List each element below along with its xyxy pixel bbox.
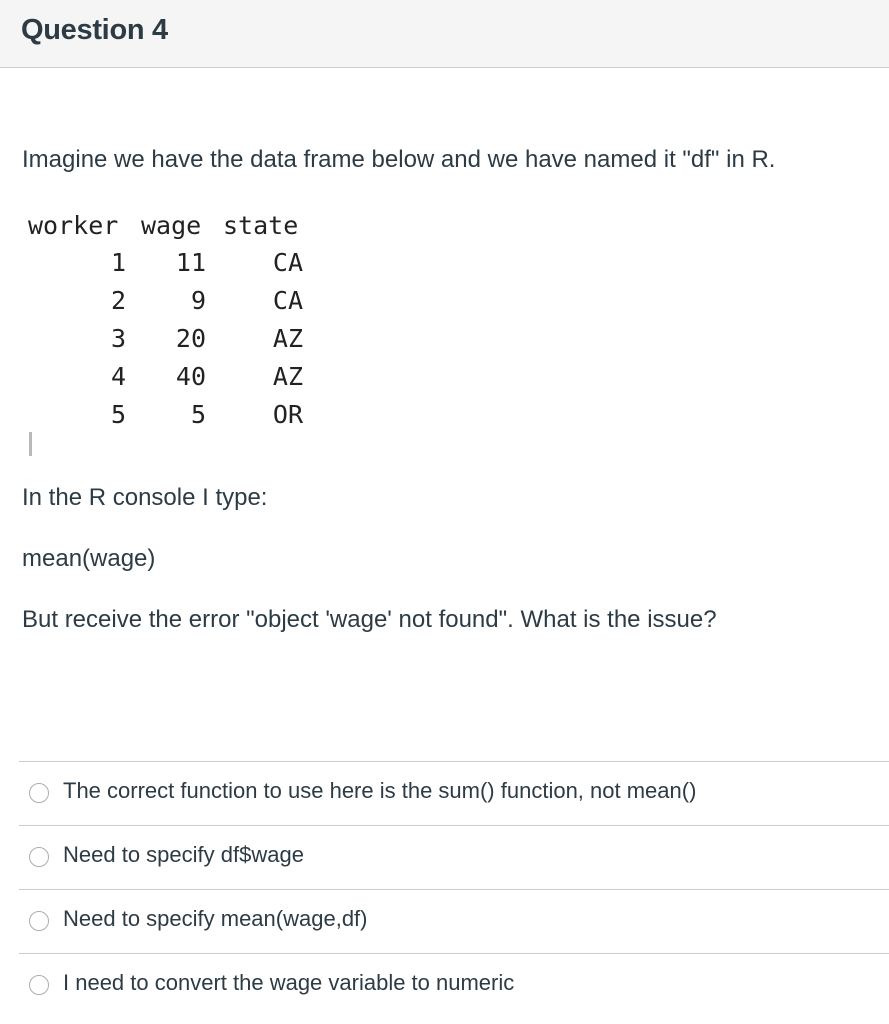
radio-button[interactable] [29,911,49,931]
answer-label[interactable]: Need to specify mean(wage,df) [63,906,368,931]
answer-option-4[interactable] [19,953,889,1017]
cell-worker: 5 [110,400,126,429]
cell-state: AZ [272,324,303,353]
column-header-state: state [223,211,299,240]
question-header [0,0,889,68]
radio-button[interactable] [29,975,49,995]
table-row [28,358,303,396]
console-command: mean(wage) [22,545,156,572]
column-header-worker: worker [28,211,119,240]
error-question: But receive the error "object 'wage' not found". What is the issue? [22,606,717,633]
answer-label[interactable]: The correct function to use here is the sum() function, not mean() [63,778,697,803]
radio-button[interactable] [29,847,49,867]
answer-option-1[interactable] [19,761,889,825]
text-cursor-mark [29,432,32,456]
data-frame-table [28,208,303,434]
cell-state: AZ [272,362,303,391]
table-row [28,282,303,320]
console-instruction: In the R console I type: [22,484,268,511]
cell-state: CA [272,248,303,277]
cell-state: CA [272,286,303,315]
cell-wage: 9 [190,286,206,315]
table-row [28,320,303,358]
cell-worker: 1 [110,248,126,277]
cell-wage: 20 [175,324,206,353]
answer-option-2[interactable] [19,825,889,889]
answer-label[interactable]: I need to convert the wage variable to numeric [63,970,515,995]
table-row [28,244,303,282]
question-intro: Imagine we have the data frame below and we have named it "df" in R. [22,146,776,173]
cell-wage: 11 [175,248,206,277]
cell-worker: 2 [110,286,126,315]
column-header-wage: wage [141,211,202,240]
question-title: Question 4 [21,14,168,46]
answer-option-3[interactable] [19,889,889,953]
cell-state: OR [272,400,303,429]
answer-list [19,761,889,1017]
table-header-row [28,208,303,244]
table-row [28,396,303,434]
cell-wage: 5 [190,400,206,429]
radio-button[interactable] [29,783,49,803]
cell-wage: 40 [175,362,206,391]
answer-label[interactable]: Need to specify df$wage [63,842,304,867]
cell-worker: 3 [110,324,126,353]
cell-worker: 4 [110,362,126,391]
